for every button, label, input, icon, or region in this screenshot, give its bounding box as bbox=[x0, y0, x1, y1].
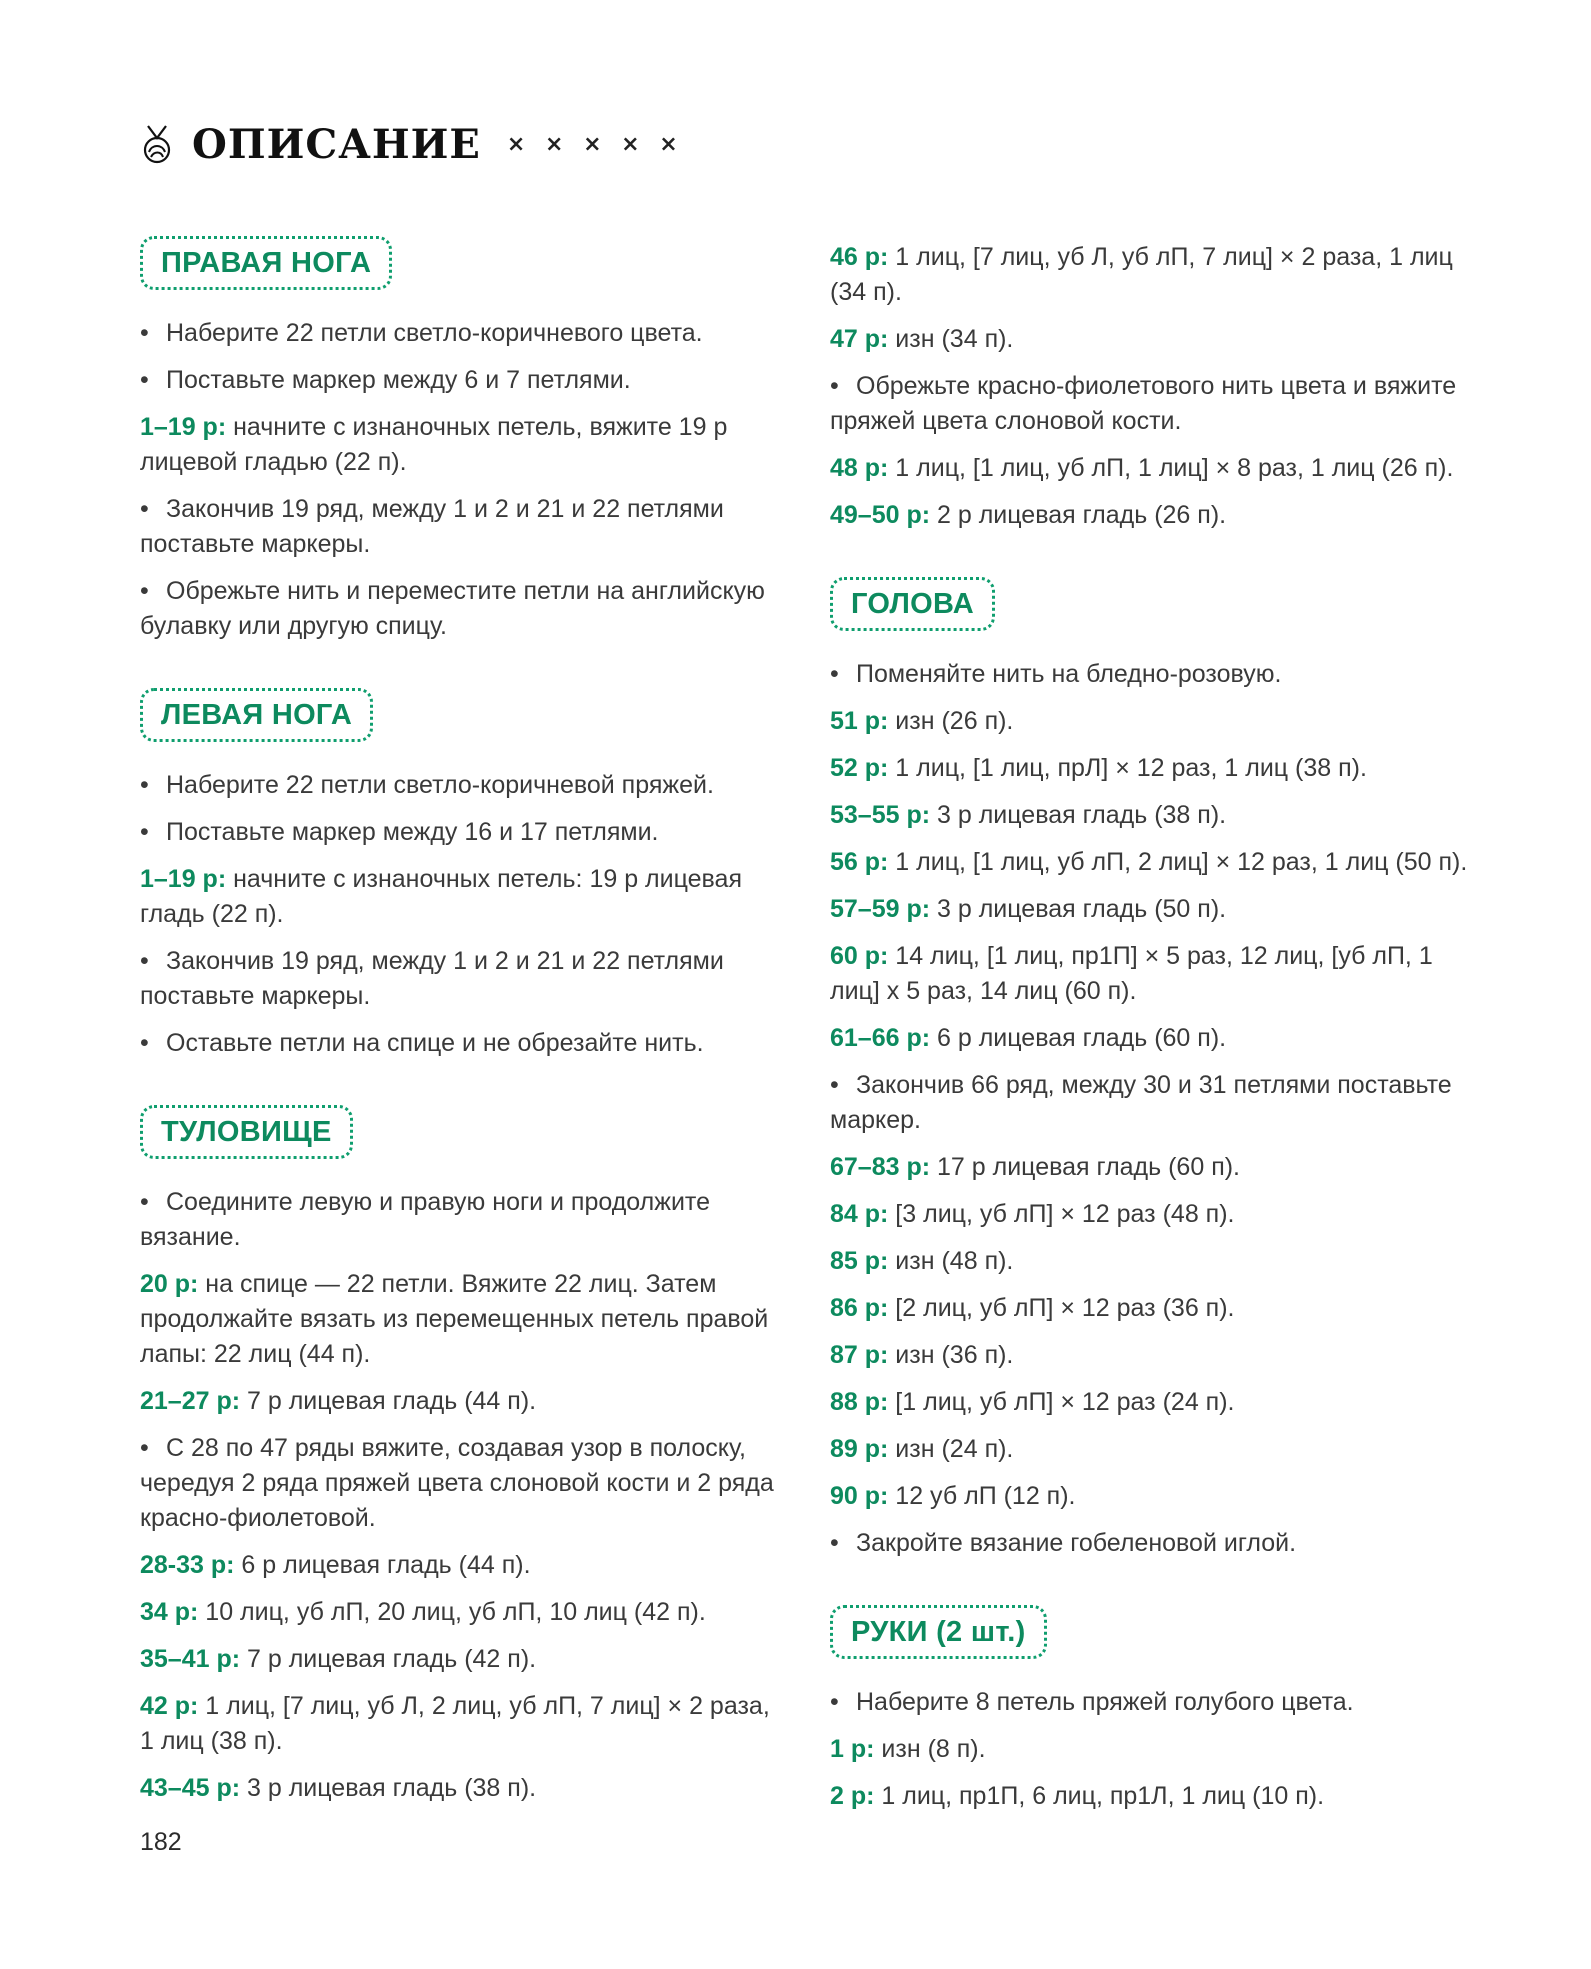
instruction-text: изн (48 п). bbox=[888, 1247, 1014, 1275]
instruction-text: 7 р лицевая гладь (44 п). bbox=[240, 1387, 537, 1415]
row-label: 43–45 р: bbox=[140, 1774, 241, 1802]
row-label: 53–55 р: bbox=[830, 801, 931, 829]
instruction-line bbox=[830, 1732, 1470, 1767]
instruction-line bbox=[830, 369, 1470, 439]
instruction-text: 12 уб лП (12 п). bbox=[888, 1482, 1076, 1510]
row-label: 61–66 р: bbox=[830, 1024, 931, 1052]
instruction-text: 10 лиц, уб лП, 20 лиц, уб лП, 10 лиц (42 п). bbox=[198, 1598, 706, 1626]
row-label: 60 р: bbox=[830, 942, 889, 970]
instruction-line bbox=[140, 1595, 780, 1630]
instruction-text: Обрежьте красно-фиолетового нить цвета и вяжите пряжей цвета слоновой кости. bbox=[830, 372, 1457, 435]
row-label: 46 р: bbox=[830, 243, 889, 271]
bullet-icon: • bbox=[830, 660, 839, 688]
row-label: 1 р: bbox=[830, 1735, 875, 1763]
instruction-text: Закройте вязание гобеленовой иглой. bbox=[856, 1529, 1297, 1557]
instruction-line bbox=[830, 1021, 1470, 1056]
instruction-line bbox=[140, 1689, 780, 1759]
instruction-text: [2 лиц, уб лП] × 12 раз (36 п). bbox=[888, 1294, 1235, 1322]
instruction-text: 1 лиц, [1 лиц, уб лП, 1 лиц] × 8 раз, 1 лиц (26 п). bbox=[888, 454, 1454, 482]
instruction-text: Закончив 19 ряд, между 1 и 2 и 21 и 22 петлями поставьте маркеры. bbox=[140, 495, 724, 558]
row-label: 47 р: bbox=[830, 325, 889, 353]
instruction-line bbox=[830, 845, 1470, 880]
row-label: 2 р: bbox=[830, 1782, 875, 1810]
instruction-text: 2 р лицевая гладь (26 п). bbox=[930, 501, 1227, 529]
section-heading: ГОЛОВА bbox=[830, 577, 995, 631]
instruction-text: [1 лиц, уб лП] × 12 раз (24 п). bbox=[888, 1388, 1235, 1416]
right-column bbox=[830, 240, 1470, 1858]
instruction-text: Закончив 19 ряд, между 1 и 2 и 21 и 22 петлями поставьте маркеры. bbox=[140, 947, 724, 1010]
bullet-icon: • bbox=[140, 818, 149, 846]
instruction-text: Соедините левую и правую ноги и продолжите вязание. bbox=[140, 1188, 710, 1251]
title-decoration: × × × × × bbox=[506, 131, 684, 157]
instruction-text: Закончив 66 ряд, между 30 и 31 петлями поставьте маркер. bbox=[830, 1071, 1452, 1134]
bullet-icon: • bbox=[140, 495, 149, 523]
instruction-line bbox=[140, 316, 780, 351]
yarn-ball-icon bbox=[140, 122, 174, 166]
instruction-line bbox=[830, 1291, 1470, 1326]
instruction-line bbox=[140, 363, 780, 398]
bullet-icon: • bbox=[140, 771, 149, 799]
instruction-line bbox=[140, 574, 780, 644]
row-label: 42 р: bbox=[140, 1692, 199, 1720]
instruction-line bbox=[830, 892, 1470, 927]
row-label: 1–19 р: bbox=[140, 865, 227, 893]
row-label: 87 р: bbox=[830, 1341, 889, 1369]
row-label: 85 р: bbox=[830, 1247, 889, 1275]
instruction-line bbox=[830, 657, 1470, 692]
instruction-line bbox=[830, 798, 1470, 833]
instruction-line bbox=[830, 1385, 1470, 1420]
instruction-line bbox=[830, 1432, 1470, 1467]
instruction-line bbox=[830, 1479, 1470, 1514]
instruction-line bbox=[830, 1526, 1470, 1561]
instruction-text: 6 р лицевая гладь (60 п). bbox=[930, 1024, 1227, 1052]
instruction-text: Наберите 22 петли светло-коричневой пряжей. bbox=[166, 771, 714, 799]
instruction-text: 1 лиц, [7 лиц, уб Л, 2 лиц, уб лП, 7 лиц] × 2 раза, 1 лиц (38 п). bbox=[140, 1692, 770, 1755]
instruction-text: 3 р лицевая гладь (38 п). bbox=[240, 1774, 537, 1802]
row-label: 56 р: bbox=[830, 848, 889, 876]
row-label: 84 р: bbox=[830, 1200, 889, 1228]
page-number: 182 bbox=[140, 1828, 182, 1856]
instruction-line bbox=[830, 1685, 1470, 1720]
instruction-line bbox=[140, 1642, 780, 1677]
instruction-line bbox=[140, 862, 780, 932]
instruction-line bbox=[140, 1771, 780, 1806]
bullet-icon: • bbox=[140, 947, 149, 975]
bullet-icon: • bbox=[140, 1434, 149, 1462]
instruction-text: 1 лиц, [7 лиц, уб Л, уб лП, 7 лиц] × 2 раза, 1 лиц (34 п). bbox=[830, 243, 1453, 306]
instruction-line bbox=[140, 1026, 780, 1061]
bullet-icon: • bbox=[140, 1029, 149, 1057]
instruction-line bbox=[140, 1185, 780, 1255]
section-heading: ПРАВАЯ НОГА bbox=[140, 236, 392, 290]
instruction-text: С 28 по 47 ряды вяжите, создавая узор в полоску, чередуя 2 ряда пряжей цвета слоновой кости и 2 ряда красно-фиолетовой. bbox=[140, 1434, 774, 1532]
instruction-line bbox=[140, 768, 780, 803]
instruction-text: 1 лиц, [1 лиц, уб лП, 2 лиц] × 12 раз, 1 лиц (50 п). bbox=[888, 848, 1468, 876]
instruction-text: 1 лиц, пр1П, 6 лиц, пр1Л, 1 лиц (10 п). bbox=[874, 1782, 1325, 1810]
instruction-text: изн (8 п). bbox=[874, 1735, 986, 1763]
row-label: 34 р: bbox=[140, 1598, 199, 1626]
instruction-text: Оставьте петли на спице и не обрезайте нить. bbox=[166, 1029, 704, 1057]
instruction-line bbox=[140, 1548, 780, 1583]
row-label: 48 р: bbox=[830, 454, 889, 482]
row-label: 88 р: bbox=[830, 1388, 889, 1416]
pattern-section bbox=[830, 577, 1470, 1561]
instruction-text: 3 р лицевая гладь (50 п). bbox=[930, 895, 1227, 923]
instruction-text: [3 лиц, уб лП] × 12 раз (48 п). bbox=[888, 1200, 1235, 1228]
left-column bbox=[140, 236, 780, 1850]
row-label: 89 р: bbox=[830, 1435, 889, 1463]
instruction-line bbox=[140, 410, 780, 480]
section-heading: ТУЛОВИЩЕ bbox=[140, 1105, 353, 1159]
instruction-text: 3 р лицевая гладь (38 п). bbox=[930, 801, 1227, 829]
row-label: 21–27 р: bbox=[140, 1387, 241, 1415]
instruction-text: Поставьте маркер между 16 и 17 петлями. bbox=[166, 818, 659, 846]
instruction-line bbox=[140, 492, 780, 562]
instruction-text: начните с изнаночных петель: 19 р лицевая гладь (22 п). bbox=[140, 865, 742, 928]
instruction-text: 14 лиц, [1 лиц, пр1П] × 5 раз, 12 лиц, [уб лП, 1 лиц] х 5 раз, 14 лиц (60 п). bbox=[830, 942, 1433, 1005]
instruction-text: изн (36 п). bbox=[888, 1341, 1014, 1369]
instruction-line bbox=[830, 1150, 1470, 1185]
row-label: 20 р: bbox=[140, 1270, 199, 1298]
instruction-text: 1 лиц, [1 лиц, прЛ] × 12 раз, 1 лиц (38 п). bbox=[888, 754, 1367, 782]
bullet-icon: • bbox=[830, 1688, 839, 1716]
instruction-line bbox=[830, 1338, 1470, 1373]
bullet-icon: • bbox=[830, 372, 839, 400]
instruction-text: изн (24 п). bbox=[888, 1435, 1014, 1463]
row-label: 28-33 р: bbox=[140, 1551, 235, 1579]
instruction-line bbox=[140, 1431, 780, 1536]
instruction-line bbox=[830, 1068, 1470, 1138]
instruction-text: на спице — 22 петли. Вяжите 22 лиц. Затем продолжайте вязать из перемещенных петель правой лапы: 22 лиц (44 п). bbox=[140, 1270, 769, 1368]
instruction-line bbox=[140, 815, 780, 850]
bullet-icon: • bbox=[140, 577, 149, 605]
pattern-section bbox=[140, 236, 780, 644]
instruction-line bbox=[830, 939, 1470, 1009]
row-label: 35–41 р: bbox=[140, 1645, 241, 1673]
instruction-text: изн (26 п). bbox=[888, 707, 1014, 735]
instruction-line bbox=[830, 240, 1470, 310]
bullet-icon: • bbox=[140, 366, 149, 394]
row-label: 90 р: bbox=[830, 1482, 889, 1510]
instruction-line bbox=[830, 751, 1470, 786]
instruction-line bbox=[140, 944, 780, 1014]
instruction-line bbox=[830, 451, 1470, 486]
instruction-text: Поменяйте нить на бледно-розовую. bbox=[856, 660, 1282, 688]
row-label: 57–59 р: bbox=[830, 895, 931, 923]
instruction-line bbox=[830, 322, 1470, 357]
page-title: ОПИСАНИЕ bbox=[192, 120, 481, 168]
instruction-text: Поставьте маркер между 6 и 7 петлями. bbox=[166, 366, 631, 394]
pattern-section bbox=[830, 1605, 1470, 1814]
instruction-line bbox=[830, 498, 1470, 533]
row-label: 51 р: bbox=[830, 707, 889, 735]
bullet-icon: • bbox=[140, 1188, 149, 1216]
section-heading: РУКИ (2 шт.) bbox=[830, 1605, 1047, 1659]
row-label: 67–83 р: bbox=[830, 1153, 931, 1181]
instruction-text: начните с изнаночных петель, вяжите 19 р лицевой гладью (22 п). bbox=[140, 413, 728, 476]
row-label: 49–50 р: bbox=[830, 501, 931, 529]
row-label: 1–19 р: bbox=[140, 413, 227, 441]
instruction-line bbox=[830, 704, 1470, 739]
bullet-icon: • bbox=[830, 1529, 839, 1557]
instruction-line bbox=[830, 1197, 1470, 1232]
row-label: 52 р: bbox=[830, 754, 889, 782]
pattern-section bbox=[140, 688, 780, 1061]
instruction-text: изн (34 п). bbox=[888, 325, 1014, 353]
instruction-text: Наберите 22 петли светло-коричневого цвета. bbox=[166, 319, 703, 347]
instruction-text: 7 р лицевая гладь (42 п). bbox=[240, 1645, 537, 1673]
section-heading: ЛЕВАЯ НОГА bbox=[140, 688, 373, 742]
instruction-line bbox=[140, 1384, 780, 1419]
instruction-text: 6 р лицевая гладь (44 п). bbox=[234, 1551, 531, 1579]
instruction-line bbox=[830, 1779, 1470, 1814]
continued-instructions bbox=[830, 240, 1470, 533]
instruction-text: 17 р лицевая гладь (60 п). bbox=[930, 1153, 1240, 1181]
row-label: 86 р: bbox=[830, 1294, 889, 1322]
bullet-icon: • bbox=[830, 1071, 839, 1099]
instruction-text: Обрежьте нить и переместите петли на английскую булавку или другую спицу. bbox=[140, 577, 765, 640]
instruction-line bbox=[830, 1244, 1470, 1279]
instruction-text: Наберите 8 петель пряжей голубого цвета. bbox=[856, 1688, 1354, 1716]
instruction-line bbox=[140, 1267, 780, 1372]
page-header bbox=[140, 118, 684, 170]
bullet-icon: • bbox=[140, 319, 149, 347]
pattern-section bbox=[140, 1105, 780, 1806]
